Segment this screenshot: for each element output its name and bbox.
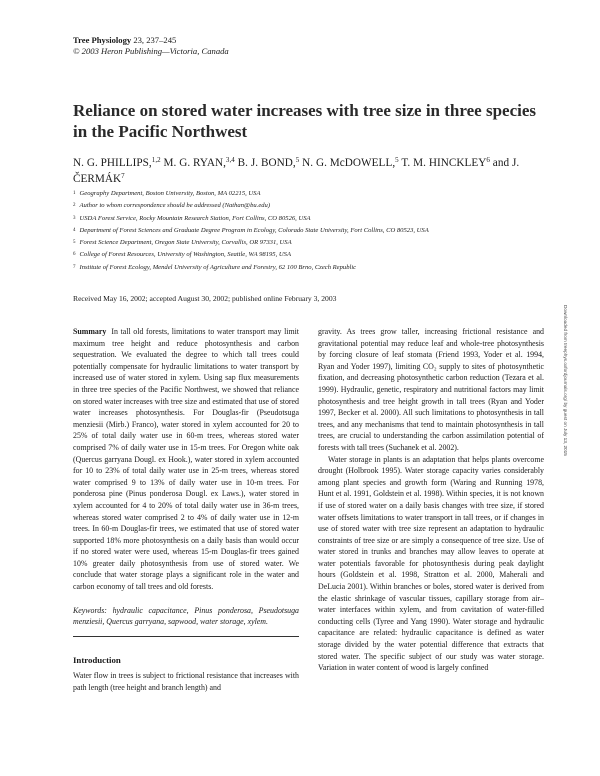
affiliation-number: 5 <box>73 240 76 246</box>
affiliation-list <box>73 188 543 274</box>
journal-header <box>73 35 229 57</box>
affiliation-item <box>73 262 543 274</box>
introduction-paragraph: Water flow in trees is subject to frictional resistance that increases with path length (tree height and branch length) and <box>73 671 299 693</box>
affiliation-text: Forest Science Department, Oregon State University, Corvallis, OR 97331, USA <box>79 239 292 247</box>
affiliation-text: Department of Forest Sciences and Graduate Degree Program in Ecology, Colorado State University, Fort Collins, CO 80523, USA <box>79 226 429 234</box>
affiliation-number: 6 <box>73 252 76 258</box>
introduction-heading: Introduction <box>73 654 121 665</box>
download-watermark <box>560 305 570 645</box>
body-paragraph-1: gravity. As trees grow taller, increasing frictional resistance and gravitational potential may reduce leaf and whole-tree photosynthesis by forcing closure of leaf stomata (Friend 1993, Yoder et al. 1994, Ryan and Yoder 1997), limiting CO₂ supply to sites of photosynthetic fixation, and decreasing photosynthetic carbon reduction (Tezara et al. 1999). Hydraulic, genetic, respiratory and nutritional factors may limit photosynthesis and tree height growth in tall trees (Ryan and Yoder 1997, Becker et al. 2000). All such limitations to photosynthesis in tall trees, and any mechanisms that tend to maintain photosynthesis in tall trees, are crucial to understanding the carbon assimilation potential of forests with tall trees (Suchanek et al. 2002). <box>318 327 544 452</box>
affiliation-item <box>73 188 543 200</box>
body-paragraph-2: Water storage in plants is an adaptation that helps plants overcome drought (Holbrook 1995). Water storage capacity varies considerably among plant species and growth form (Waring and Running 1978, Hunt et al. 1991, Goldstein et al. 1998). Within species, it is not known if use of stored water on a daily basis changes with tree size, if stored water offsets limitations to water transport in tall trees, or if changes in use of stored water with tree size represent an adaptation to hydraulic constraints of tree size or are simply a consequence of tree size. Use of water stored in trunks and branches may allow leaves to operate at water potentials favorable for photosynthesis during peak daylight hours (Goldstein et al. 1998, Stratton et al. 2000, Maherali and DeLucia 2001). Within branches or boles, stored water is derived from the elastic shrinkage of vascular tissues, capillary storage from air–water interfaces within xylem, and from cavitation of water-filled conducting cells (Tyree and Yang 1990). Water storage and hydraulic capacitance are related: hydraulic capacitance is defined as water storage divided by the water potential difference that extracts that stored water. The specific subject of our study was water storage. Variation in water content of wood is largely confined <box>318 454 544 673</box>
download-watermark-text: Downloaded from treephys.oxfordjournals.org/ by guest on July 13, 2015 <box>563 305 568 456</box>
affiliation-item <box>73 200 543 212</box>
affiliation-text: Author to whom correspondence should be addressed (Nathan@bu.edu) <box>79 202 271 210</box>
affiliation-text: College of Forest Resources, University of Washington, Seattle, WA 98195, USA <box>79 251 291 259</box>
abstract-text: In tall old forests, limitations to water transport may limit maximum tree height and reduce photosynthesis and carbon sequestration. We evaluated the degree to which tall trees could potentially compensate for hydraulic limitations to water transport by increased use of water stored in xylem. Using sap flux measurements in three tree species of the Pacific Northwest, we showed that reliance on stored water increases with tree size and estimated that use of stored water increases photosynthesis. For Douglas-fir (Pseudotsuga menziesii (Mirb.) Franco), water stored in xylem accounted for 20 to 25% of total daily water use in 60-m trees, whereas stored water comprised 7% of daily water use in 15-m trees. For Oregon white oak (Quercus garryana Dougl. ex Hook.), water stored in xylem accounted for 10 to 23% of total daily water use in 25-m trees, whereas stored water comprised 9 to 13% of daily water use in 10-m trees. For ponderosa pine (Pinus ponderosa Dougl. ex Laws.), water stored in xylem accounted for 4 to 20% of total daily water use in 36-m trees, whereas stored water comprised 2 to 4% of daily water use in 12-m trees. In 60-m Douglas-fir trees, we estimated that use of stored water supported 18% more photosynthesis on a daily basis than would occur if no stored water were used, whereas 15-m Douglas-fir trees gained 10% greater daily photosynthesis from use of stored water. We conclude that water storage plays a significant role in the water and carbon economy of tall trees and old forests. <box>73 327 299 592</box>
journal-name: Tree Physiology <box>73 35 132 45</box>
affiliation-text: USDA Forest Service, Rocky Mountain Research Station, Fort Collins, CO 80526, USA <box>79 214 311 222</box>
affiliation-number: 1 <box>73 191 76 196</box>
keywords-label: Keywords: <box>73 605 107 615</box>
article-title: Reliance on stored water increases with tree size in three species in the Pacific Northwest <box>73 101 536 141</box>
author-affiliation-mark: 6 <box>486 156 490 164</box>
author-list <box>73 155 543 187</box>
volume-pages: 23, 237–245 <box>131 35 177 45</box>
right-column <box>318 326 544 674</box>
author-name: and J. ČERMÁK <box>73 157 520 185</box>
keywords-text: hydraulic capacitance, Pinus ponderosa, Pseudotsuga menziesii, Quercus garryana, sapwood, water storage, xylem. <box>73 605 299 627</box>
affiliation-number: 7 <box>73 264 76 270</box>
affiliation-number: 3 <box>73 215 76 221</box>
section-divider <box>73 636 299 637</box>
author-name: B. J. BOND, <box>234 157 296 169</box>
affiliation-item <box>73 237 543 249</box>
author-name: M. G. RYAN, <box>160 157 226 169</box>
author-affiliation-mark: 7 <box>121 172 125 180</box>
left-column <box>73 326 299 694</box>
author-name: T. M. HINCKLEY <box>398 157 487 169</box>
author-affiliation-mark: 3,4 <box>225 156 235 164</box>
author-affiliation-mark: 5 <box>295 156 300 164</box>
abstract <box>73 326 299 593</box>
affiliation-number: 2 <box>73 203 76 209</box>
affiliation-item <box>73 225 543 237</box>
author-affiliation-mark: 5 <box>395 156 399 164</box>
keywords <box>73 605 299 628</box>
affiliation-item <box>73 213 543 225</box>
affiliation-text: Geography Department, Boston University, Boston, MA 02215, USA <box>79 190 261 197</box>
affiliation-number: 4 <box>73 227 76 233</box>
affiliation-text: Institute of Forest Ecology, Mendel University of Agriculture and Forestry, 62 100 Brno, Czech Republic <box>79 263 357 271</box>
abstract-label: Summary <box>73 327 107 336</box>
copyright-notice: © 2003 Heron Publishing—Victoria, Canada <box>73 46 229 56</box>
author-affiliation-mark: 1,2 <box>151 156 161 164</box>
affiliation-item <box>73 249 543 261</box>
received-dates: Received May 16, 2002; accepted August 30, 2002; published online February 3, 2003 <box>73 294 337 303</box>
author-name: N. G. McDOWELL, <box>299 157 396 169</box>
author-name: N. G. PHILLIPS, <box>73 157 152 169</box>
